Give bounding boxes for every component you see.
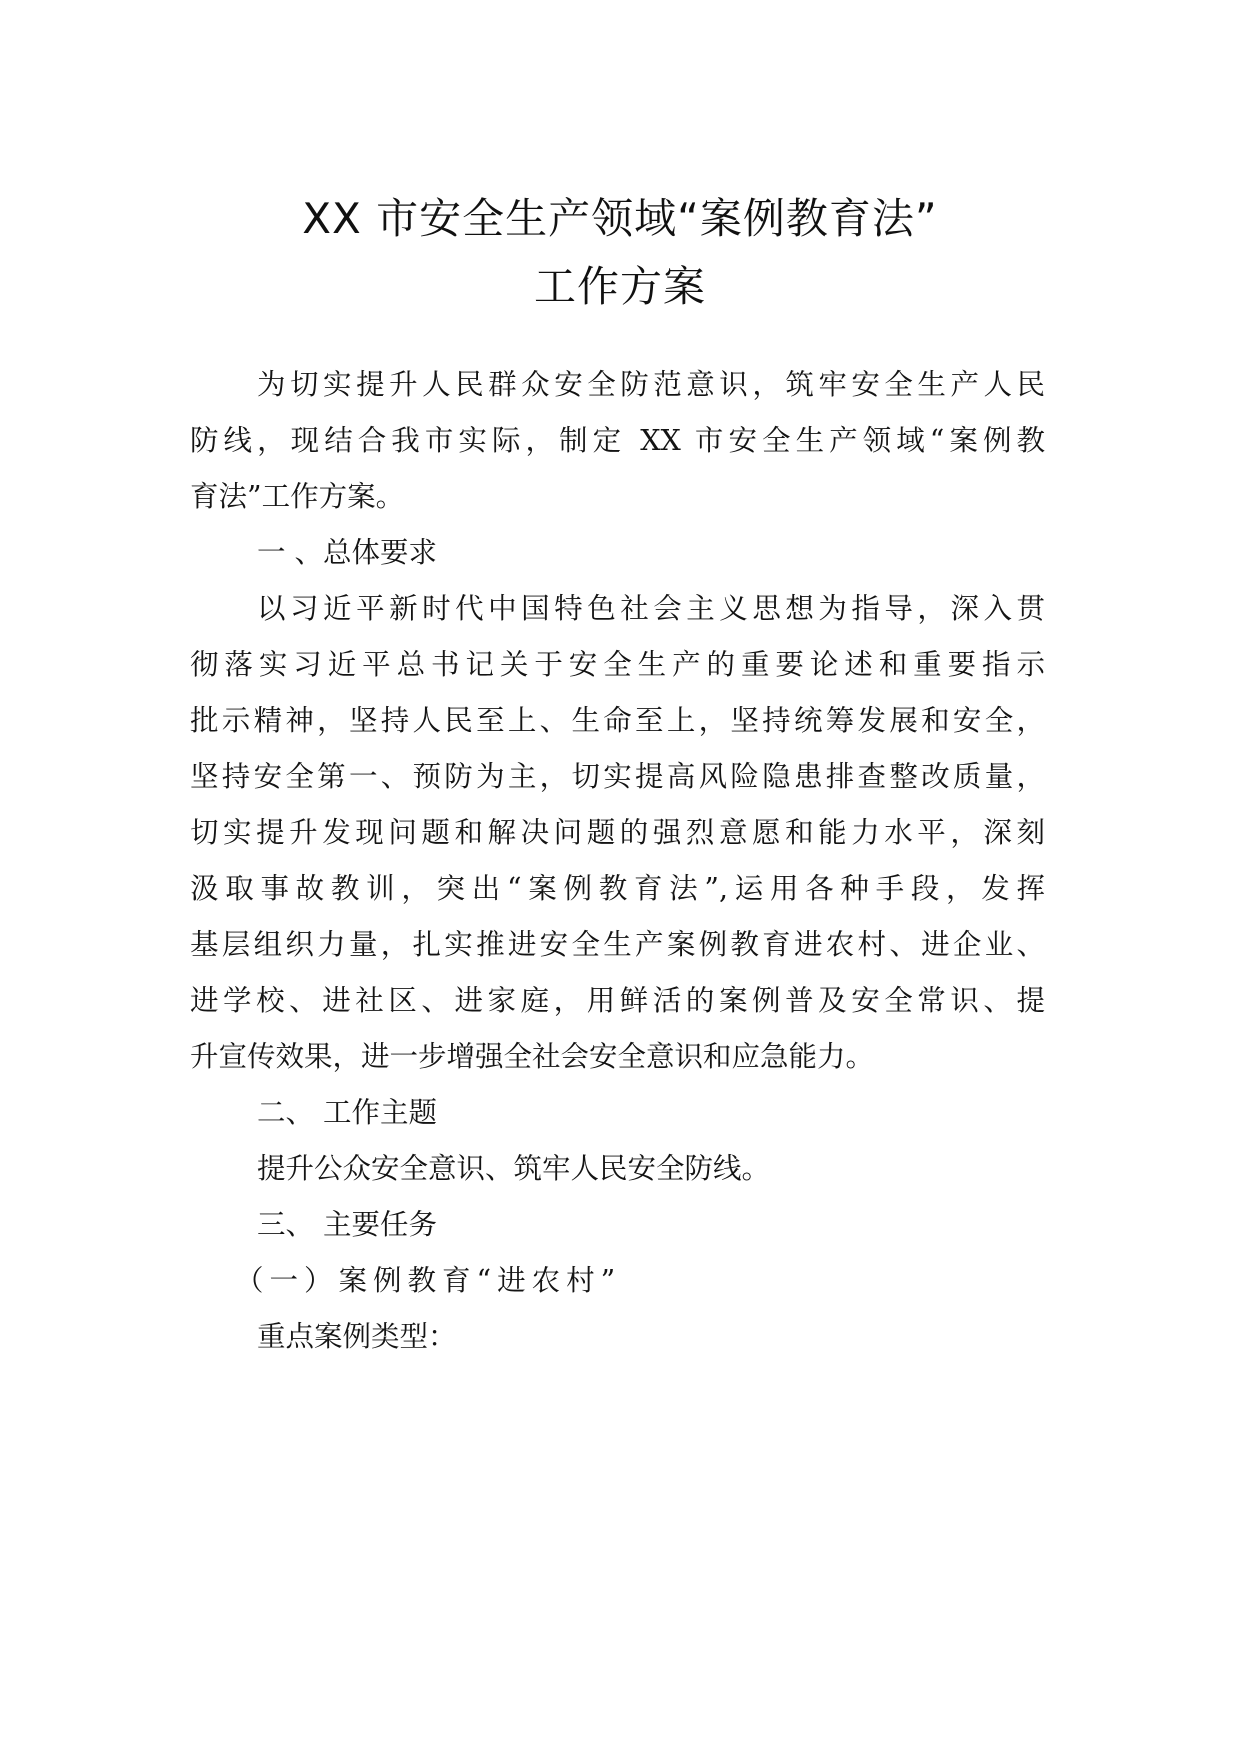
section-heading-overall-requirements: 一 、总体要求 [257,536,438,569]
section-1-line-2: 彻落实习近平总书记关于安全生产的重要论述和重要指示 [190,648,1045,681]
intro-line-3: 育法”工作方案。 [190,480,405,513]
section-1-line-5: 切实提升发现问题和解决问题的强烈意愿和能力水平，深刻 [190,816,1045,849]
intro-line-2: 防线，现结合我市实际，制定 XX 市安全生产领域“案例教 [190,424,1045,457]
subsection-heading-rural: （一）案例教育“进农村” [235,1264,622,1297]
document-title-line-1: XX 市安全生产领域“案例教育法” [302,194,938,243]
subsection-label-key-case-types: 重点案例类型： [257,1320,457,1353]
section-1-line-6: 汲取事故教训，突出“案例教育法”,运用各种手段，发挥 [190,872,1045,905]
section-1-line-4: 坚持安全第一、预防为主，切实提高风险隐患排查整改质量， [190,760,1045,793]
section-heading-main-tasks: 三、 主要任务 [257,1208,438,1241]
section-1-line-3: 批示精神，坚持人民至上、生命至上，坚持统筹发展和安全， [190,704,1045,737]
section-1-line-1: 以习近平新时代中国特色社会主义思想为指导，深入贯 [257,592,1045,625]
section-heading-work-theme: 二、 工作主题 [257,1096,438,1129]
intro-line-1: 为切实提升人民群众安全防范意识，筑牢安全生产人民 [257,368,1045,401]
section-1-line-7: 基层组织力量，扎实推进安全生产案例教育进农村、进企业、 [190,928,1045,961]
section-1-line-8: 进学校、进社区、进家庭，用鲜活的案例普及安全常识、提 [190,984,1045,1017]
document-title-line-2: 工作方案 [533,262,706,311]
section-2-body: 提升公众安全意识、筑牢人民安全防线。 [257,1152,771,1185]
section-1-line-9: 升宣传效果，进一步增强全社会安全意识和应急能力。 [190,1040,875,1073]
